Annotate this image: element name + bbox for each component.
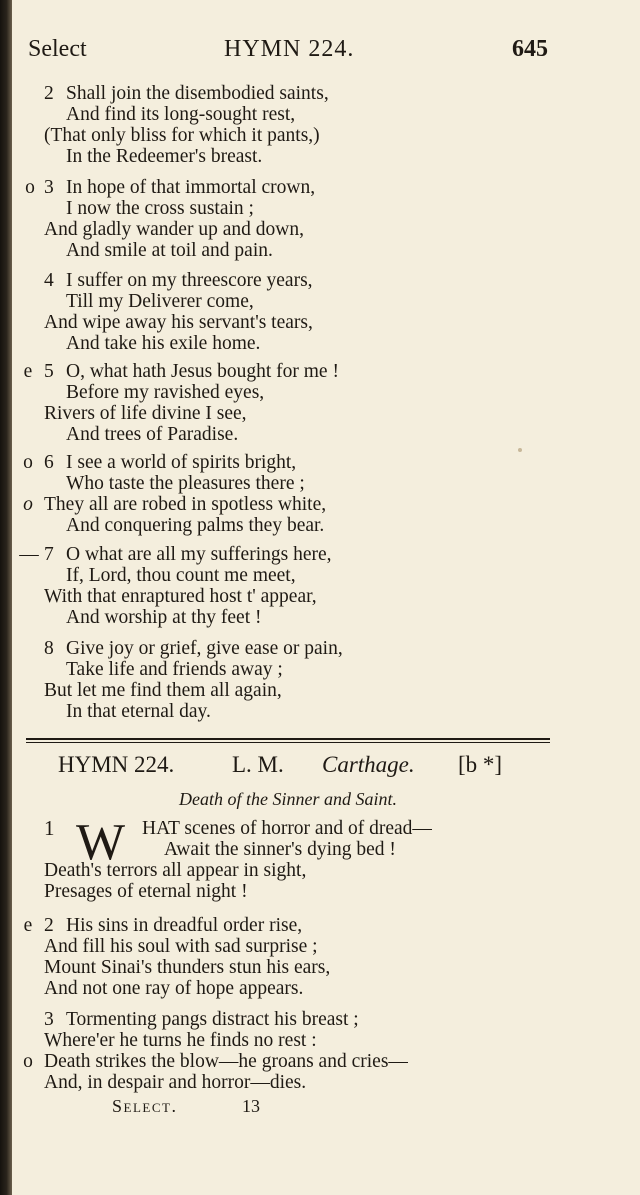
verse-line: And worship at thy feet !: [66, 607, 262, 628]
stanza-line: [12, 607, 572, 628]
stanza-line: [12, 565, 572, 586]
verse-line: Death's terrors all appear in sight,: [44, 860, 307, 881]
verse-line: And smile at toil and pain.: [66, 240, 273, 261]
verse-line: O, what hath Jesus bought for me !: [66, 361, 339, 382]
stanza-number: 5: [44, 361, 54, 382]
stanza: [12, 452, 572, 536]
stanza-line: [12, 586, 572, 607]
stanza-line: [12, 403, 572, 424]
drop-cap: W: [76, 814, 126, 871]
stanza-line: [12, 494, 572, 515]
verse-line: And, in despair and horror—dies.: [44, 1072, 307, 1093]
book-spine-shadow: [0, 0, 12, 1195]
stanza-line: [12, 198, 572, 219]
stanza-line: [12, 452, 572, 473]
hymnal-page: [12, 0, 640, 1195]
verse-line: Await the sinner's dying bed !: [164, 839, 396, 860]
paper-speck: [518, 448, 522, 452]
verse-line: Till my Deliverer come,: [66, 291, 254, 312]
stanza-line: [12, 312, 572, 333]
stanza-number: 1: [44, 816, 55, 840]
stanza-line: [12, 936, 572, 957]
expression-mark: —: [19, 544, 39, 565]
verse-line: And find its long-sought rest,: [66, 104, 296, 125]
verse-line: Where'er he turns he finds no rest :: [44, 1030, 317, 1051]
stanza-line: [12, 177, 572, 198]
verse-line: And wipe away his servant's tears,: [44, 312, 313, 333]
expression-mark: o: [23, 494, 33, 515]
stanza: [12, 177, 572, 261]
stanza: [12, 915, 572, 999]
verse-line: Presages of eternal night !: [44, 881, 248, 902]
stanza-line: [12, 291, 572, 312]
verse-line: (That only bliss for which it pants,): [44, 125, 320, 146]
verse-line: And take his exile home.: [66, 333, 261, 354]
stanza: [12, 544, 572, 628]
page-number: 645: [512, 36, 548, 62]
page-footer: [112, 1096, 412, 1120]
expression-mark: e: [23, 361, 33, 382]
running-head-hymn: HYMN 224.: [224, 36, 355, 62]
stanza-line: [12, 361, 572, 382]
verse-line: O what are all my sufferings here,: [66, 544, 332, 565]
hymn-heading: [58, 752, 558, 782]
stanza-line: [12, 146, 572, 167]
verse-line: Before my ravished eyes,: [66, 382, 265, 403]
stanza-line: [12, 333, 572, 354]
verse-line: Give joy or grief, give ease or pain,: [66, 638, 343, 659]
verse-line: His sins in dreadful order rise,: [66, 915, 303, 936]
stanza-line: [12, 957, 572, 978]
stanza-number: 2: [44, 915, 54, 936]
hymn-number: HYMN 224.: [58, 752, 175, 777]
verse-line: In that eternal day.: [66, 701, 211, 722]
verse-line: And not one ray of hope appears.: [44, 978, 304, 999]
expression-mark: e: [23, 915, 33, 936]
stanza: [12, 83, 572, 167]
expression-mark: o: [23, 452, 33, 473]
stanza-number: 4: [44, 270, 54, 291]
stanza-line: [12, 473, 572, 494]
sheet-number: 13: [242, 1096, 260, 1116]
stanza-line: [12, 701, 572, 722]
stanza-number: 6: [44, 452, 54, 473]
stanza-line: [12, 1009, 572, 1030]
verse-line: But let me find them all again,: [44, 680, 282, 701]
verse-line: Tormenting pangs distract his breast ;: [66, 1009, 359, 1030]
stanza-number: 2: [44, 83, 54, 104]
stanza-line: [12, 219, 572, 240]
verse-line: And trees of Paradise.: [66, 424, 239, 445]
stanza-line: [12, 638, 572, 659]
verse-line: Rivers of life divine I see,: [44, 403, 247, 424]
stanza-line: [12, 659, 572, 680]
stanza: [12, 270, 572, 354]
stanza-line: [12, 544, 572, 565]
stanza-line: [12, 83, 572, 104]
running-head: [28, 36, 548, 68]
stanza-line: [12, 424, 572, 445]
stanza-line: [12, 978, 572, 999]
running-head-section: Select: [28, 36, 87, 62]
stanza-line: [12, 240, 572, 261]
stanza-number: 8: [44, 638, 54, 659]
verse-line: And gladly wander up and down,: [44, 219, 304, 240]
verse-line: If, Lord, thou count me meet,: [66, 565, 296, 586]
verse-line: In the Redeemer's breast.: [66, 146, 263, 167]
verse-line: With that enraptured host t' appear,: [44, 586, 317, 607]
expression-mark: o: [23, 1051, 33, 1072]
hymn-tune: Carthage.: [322, 752, 415, 777]
verse-line: HAT scenes of horror and of dread—: [142, 818, 432, 839]
stanza-line: [12, 1030, 572, 1051]
verse-line: And conquering palms they bear.: [66, 515, 325, 536]
verse-line: Mount Sinai's thunders stun his ears,: [44, 957, 331, 978]
hymn-subtitle: Death of the Sinner and Saint.: [179, 789, 397, 809]
stanza-line: [12, 382, 572, 403]
stanza-line: [12, 680, 572, 701]
verse-line: I see a world of spirits bright,: [66, 452, 297, 473]
stanza-line: [12, 104, 572, 125]
verse-line: They all are robed in spotless white,: [44, 494, 327, 515]
stanza-number: 3: [44, 1009, 54, 1030]
verse-line: I now the cross sustain ;: [66, 198, 254, 219]
stanza-line: [12, 1051, 572, 1072]
stanza-line: [12, 515, 572, 536]
stanza-number: 3: [44, 177, 54, 198]
verse-line: Take life and friends away ;: [66, 659, 283, 680]
stanza-line: [12, 881, 572, 902]
stanza-line: [12, 1072, 572, 1093]
signature-mark: Select.: [112, 1096, 178, 1116]
stanza-line: [12, 915, 572, 936]
verse-line: And fill his soul with sad surprise ;: [44, 936, 318, 957]
stanza-number: 7: [44, 544, 54, 565]
hymn-meter: L. M.: [232, 752, 284, 777]
stanza: [12, 361, 572, 445]
hymn-marks: [b *]: [458, 752, 503, 777]
verse-line: Who taste the pleasures there ;: [66, 473, 305, 494]
stanza: [12, 1009, 572, 1093]
stanza-line: [12, 125, 572, 146]
stanza-line: [12, 270, 572, 291]
verse-line: In hope of that immortal crown,: [66, 177, 316, 198]
stanza: [12, 638, 572, 722]
verse-line: I suffer on my threescore years,: [66, 270, 313, 291]
hymn-divider-rule: [26, 738, 550, 743]
verse-line: Death strikes the blow—he groans and cries—: [44, 1051, 408, 1072]
expression-mark: o: [25, 177, 35, 198]
verse-line: Shall join the disembodied saints,: [66, 83, 329, 104]
